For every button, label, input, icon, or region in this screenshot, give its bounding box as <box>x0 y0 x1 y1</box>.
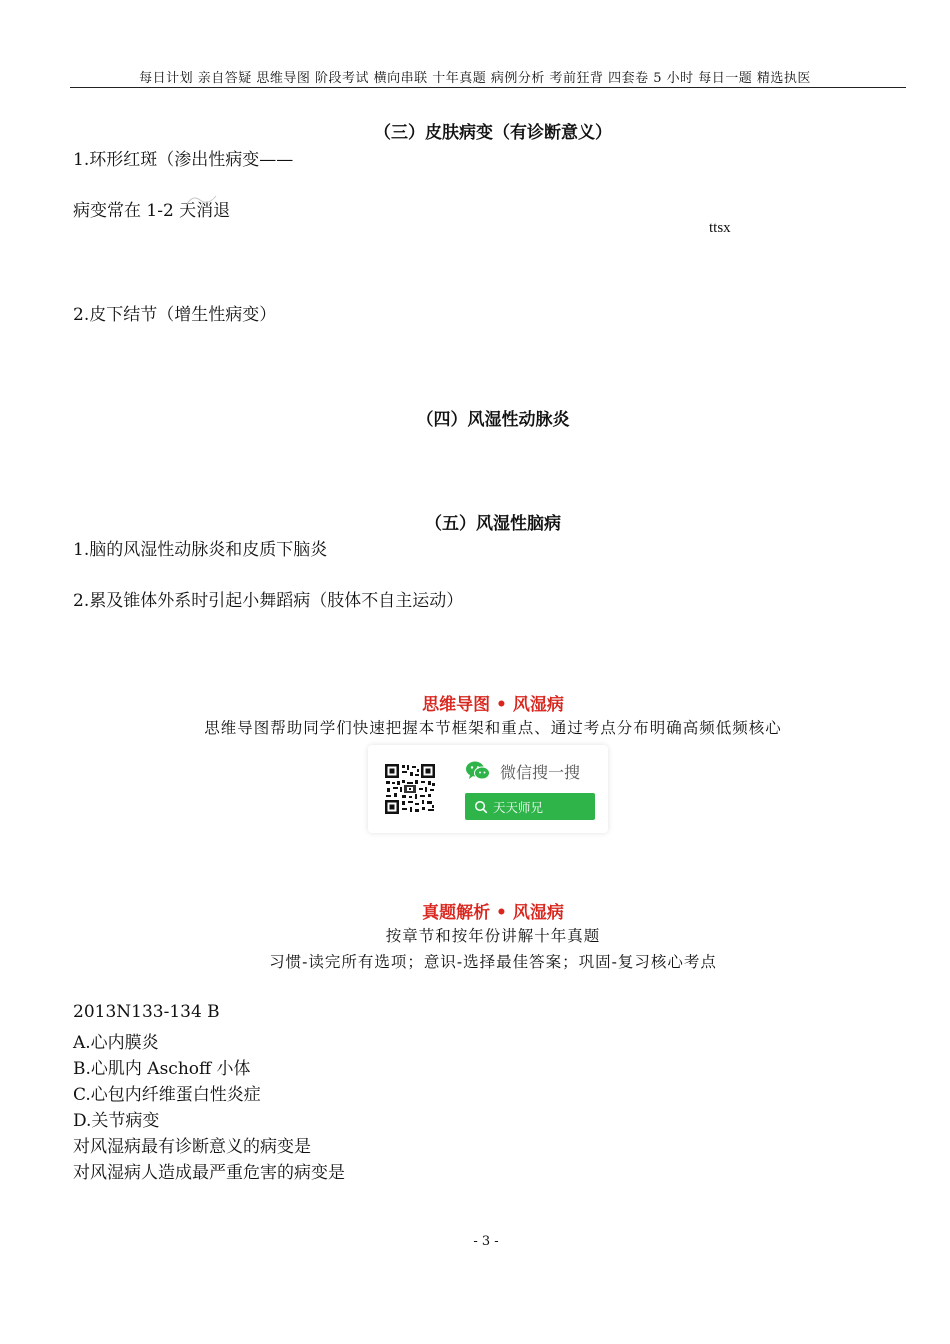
mindmap-subtitle: 思维导图帮助同学们快速把握本节框架和重点、通过考点分布明确高频低频核心 <box>204 719 782 737</box>
exam-subtitle-chapters: 按章节和按年份讲解十年真题 <box>385 927 601 945</box>
faint-stamp-mark <box>182 190 222 212</box>
question-id: 2013N133-134 B <box>73 1002 220 1022</box>
section-heading-skin: （三）皮肤病变（有诊断意义） <box>374 123 612 143</box>
question-prompt-2: 对风湿病人造成最严重危害的病变是 <box>73 1163 345 1183</box>
skin-line-nodules: 2.皮下结节（增生性病变） <box>73 305 277 325</box>
brain-line-arteritis: 1.脑的风湿性动脉炎和皮质下脑炎 <box>73 540 328 560</box>
option-c: C.心包内纤维蛋白性炎症 <box>73 1085 261 1105</box>
wechat-search-label: 微信搜一搜 <box>500 763 581 782</box>
section-heading-arteritis: （四）风湿性动脉炎 <box>416 410 570 430</box>
brain-line-chorea: 2.累及锥体外系时引起小舞蹈病（肢体不自主运动） <box>73 591 464 611</box>
page-header: 每日计划 亲自答疑 思维导图 阶段考试 横向串联 十年真题 病例分析 考前狂背 四套卷 5 小时 每日一题 精选执医 <box>139 71 811 86</box>
exam-title: 真题解析 • 风湿病 <box>422 903 564 923</box>
wechat-search-query: 天天师兄 <box>493 800 544 815</box>
margin-note: ttsx <box>709 220 731 236</box>
wechat-icon <box>465 760 491 782</box>
page-number: - 3 - <box>473 1234 499 1249</box>
search-icon <box>474 799 488 813</box>
exam-subtitle-habits: 习惯-读完所有选项；意识-选择最佳答案；巩固-复习核心考点 <box>269 953 717 971</box>
skin-line-erythema: 1.环形红斑（渗出性病变—— <box>73 150 294 170</box>
option-d: D.关节病变 <box>73 1111 160 1131</box>
mindmap-title: 思维导图 • 风湿病 <box>422 695 564 715</box>
wechat-search-card[interactable] <box>368 745 608 833</box>
option-b: B.心肌内 Aschoff 小体 <box>73 1059 251 1079</box>
section-heading-brain: （五）风湿性脑病 <box>425 514 561 534</box>
question-prompt-1: 对风湿病最有诊断意义的病变是 <box>73 1137 311 1157</box>
wechat-search-box[interactable] <box>465 793 595 820</box>
qr-code-icon <box>384 763 436 815</box>
skin-line-subsides: 病变常在 1-2 天消退 <box>73 201 231 221</box>
option-a: A.心内膜炎 <box>73 1033 159 1053</box>
header-divider <box>70 87 906 88</box>
